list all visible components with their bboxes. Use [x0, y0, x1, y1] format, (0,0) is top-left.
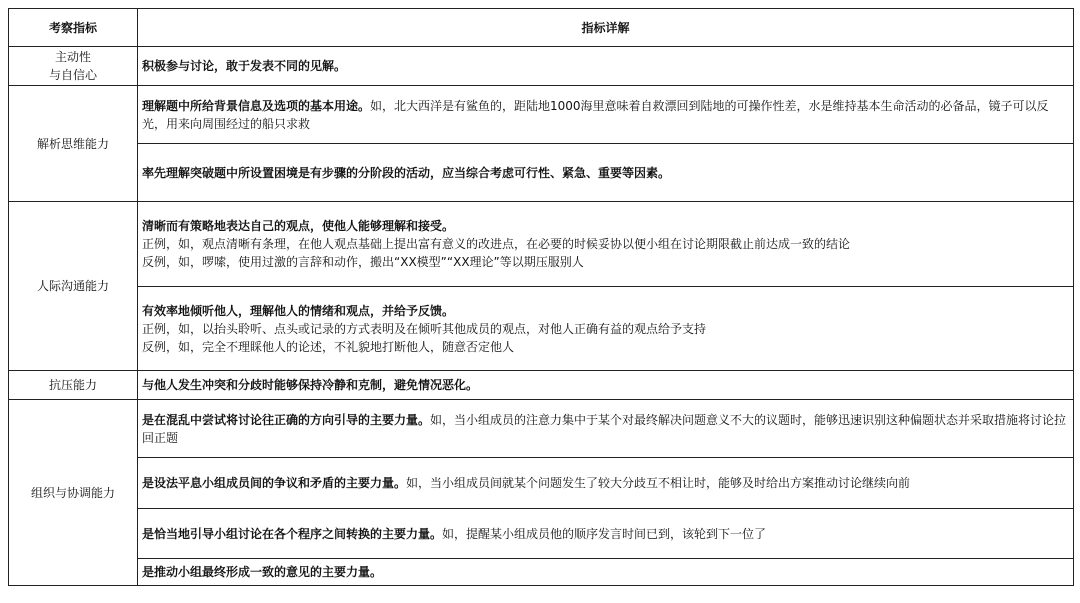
table-row — [9, 559, 1074, 586]
detail-lead: 是推动小组最终形成一致的意见的主要力量。 — [142, 565, 383, 579]
table-row — [9, 202, 1074, 287]
evaluation-criteria-table — [8, 8, 1074, 586]
table-header-row — [9, 9, 1074, 47]
table-row — [9, 47, 1074, 86]
indicator-cell-organization — [9, 400, 138, 586]
detail-text: 如，当小组成员间就某个问题发生了较大分歧互不相让时，能够及时给出方案推动讨论继续向前 — [406, 476, 911, 490]
indicator-cell-analytical — [9, 86, 138, 202]
indicator-label: 与自信心 — [48, 68, 97, 82]
table-row — [9, 144, 1074, 202]
detail-lead: 清晰而有策略地表达自己的观点，使他人能够理解和接受。 — [142, 219, 455, 233]
detail-lead: 理解题中所给背景信息及选项的基本用途。 — [142, 98, 371, 113]
indicator-label: 组织与协调能力 — [30, 485, 115, 500]
detail-cell — [138, 400, 1074, 458]
detail-negative-example: 反例，如，完全不理睬他人的论述，不礼貌地打断他人，随意否定他人 — [142, 339, 515, 354]
detail-positive-example: 正例，如，以抬头聆听、点头或记录的方式表明及在倾听其他成员的观点，对他人正确有益的观点给予支持 — [142, 321, 707, 336]
header-indicator: 考察指标 — [9, 9, 138, 47]
detail-positive-example: 正例，如，观点清晰有条理，在他人观点基础上提出富有意义的改进点，在必要的时候妥协以便小组在讨论期限截止前达成一致的结论 — [142, 237, 851, 251]
detail-cell — [138, 86, 1074, 144]
table-row — [9, 458, 1074, 509]
indicator-label: 解析思维能力 — [36, 136, 109, 151]
detail-lead: 与他人发生冲突和分歧时能够保持冷静和克制，避免情况恶化。 — [142, 378, 479, 392]
table-row — [9, 287, 1074, 371]
detail-lead: 率先理解突破题中所设置困境是有步骤的分阶段的活动，应当综合考虑可行性、紧急、重要等因素。 — [142, 165, 671, 180]
detail-cell — [138, 371, 1074, 400]
table-row — [9, 371, 1074, 400]
detail-lead: 是设法平息小组成员间的争议和矛盾的主要力量。 — [142, 476, 407, 490]
indicator-cell-initiative — [9, 47, 138, 86]
table-row — [9, 86, 1074, 144]
detail-cell — [138, 458, 1074, 509]
detail-lead: 有效率地倾听他人，理解他人的情绪和观点，并给予反馈。 — [142, 303, 455, 318]
indicator-label: 人际沟通能力 — [36, 279, 109, 293]
detail-lead: 是在混乱中尝试将讨论往正确的方向引导的主要力量。 — [142, 412, 431, 427]
detail-cell — [138, 144, 1074, 202]
detail-cell — [138, 287, 1074, 371]
indicator-cell-communication — [9, 202, 138, 371]
indicator-label: 主动性 — [54, 50, 91, 64]
indicator-label: 抗压能力 — [48, 378, 97, 392]
detail-cell — [138, 559, 1074, 586]
detail-lead: 是恰当地引导小组讨论在各个程序之间转换的主要力量。 — [142, 526, 443, 541]
detail-text: 如，提醒某小组成员他的顺序发言时间已到，该轮到下一位了 — [442, 526, 767, 541]
detail-negative-example: 反例，如，啰嗦，使用过激的言辞和动作，搬出“XX模型”“XX理论”等以期压服别人 — [142, 255, 584, 269]
detail-text: 如，北大西洋是有鲨鱼的，距陆地1000海里意味着自救漂回到陆地的可操作性差，水是维持基本生命活动的必备品，镜子可以反光，用来向周围经过的船只求救 — [142, 98, 1049, 131]
table-row — [9, 400, 1074, 458]
header-detail: 指标详解 — [138, 9, 1074, 47]
detail-lead: 积极参与讨论，敢于发表不同的见解。 — [142, 59, 347, 73]
indicator-cell-stress — [9, 371, 138, 400]
detail-cell — [138, 47, 1074, 86]
detail-cell — [138, 202, 1074, 287]
table-row — [9, 509, 1074, 559]
detail-text: 如，当小组成员的注意力集中于某个对最终解决问题意义不大的议题时，能够迅速识别这种偏题状态并采取措施将讨论拉回正题 — [142, 412, 1067, 445]
detail-cell — [138, 509, 1074, 559]
